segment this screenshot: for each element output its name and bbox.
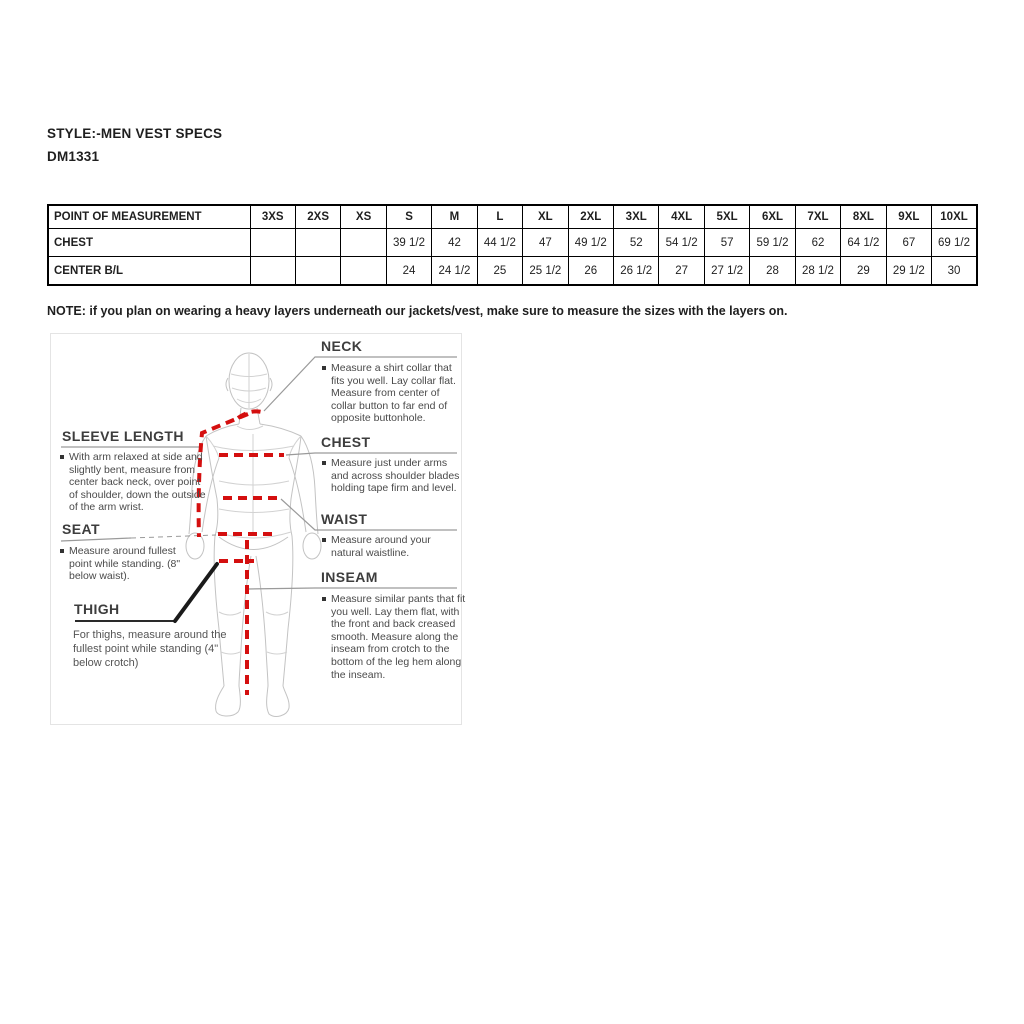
table-cell: 28 1/2	[795, 257, 840, 286]
table-cell: 57	[704, 229, 749, 257]
table-cell: 64 1/2	[841, 229, 886, 257]
table-cell	[295, 257, 340, 286]
thigh-description: For thighs, measure around the fullest point while standing (4" below crotch)	[73, 629, 227, 669]
table-cell	[295, 229, 340, 257]
column-header: 4XL	[659, 205, 704, 229]
bullet-marker	[322, 366, 326, 370]
column-header: 3XS	[250, 205, 295, 229]
bullet-marker	[322, 538, 326, 542]
neck-description: Measure a shirt collar that fits you well. Lay collar flat. Measure from center of collar button to far end of opposite buttonhole.	[322, 362, 464, 425]
chest-description: Measure just under arms and across shoulder blades holding tape firm and level.	[322, 457, 464, 495]
table-cell: 42	[432, 229, 477, 257]
row-label: CENTER B/L	[48, 257, 250, 286]
table-cell: 25	[477, 257, 522, 286]
inseam-heading: INSEAM	[321, 569, 378, 585]
bullet-marker	[322, 461, 326, 465]
table-cell: 27 1/2	[704, 257, 749, 286]
column-header: 2XS	[295, 205, 340, 229]
table-cell: 29	[841, 257, 886, 286]
column-header: 5XL	[704, 205, 749, 229]
table-cell: 44 1/2	[477, 229, 522, 257]
waist-heading: WAIST	[321, 511, 368, 527]
column-header: 9XL	[886, 205, 931, 229]
table-row	[48, 229, 977, 257]
thigh-heading: THIGH	[74, 601, 120, 617]
note-text: NOTE: if you plan on wearing a heavy layers underneath our jackets/vest, make sure to measure the sizes with the layers on.	[47, 304, 788, 318]
table-cell: 39 1/2	[386, 229, 431, 257]
neck-heading: NECK	[321, 338, 363, 354]
table-cell: 67	[886, 229, 931, 257]
chest-heading: CHEST	[321, 434, 371, 450]
table-cell: 24	[386, 257, 431, 286]
table-cell: 26 1/2	[614, 257, 659, 286]
table-cell: 69 1/2	[932, 229, 977, 257]
table-cell	[341, 257, 386, 286]
table-cell: 25 1/2	[523, 257, 568, 286]
column-header: POINT OF MEASUREMENT	[48, 205, 250, 229]
seat-heading: SEAT	[62, 521, 100, 537]
column-header: S	[386, 205, 431, 229]
row-label: CHEST	[48, 229, 250, 257]
size-table	[47, 204, 978, 286]
inseam-leader-line	[248, 588, 457, 589]
column-header: 3XL	[614, 205, 659, 229]
bullet-marker	[60, 549, 64, 553]
measurement-diagram	[50, 333, 466, 725]
table-cell	[250, 229, 295, 257]
table-cell: 47	[523, 229, 568, 257]
table-cell: 49 1/2	[568, 229, 613, 257]
sleeve-length-heading: SLEEVE LENGTH	[62, 428, 184, 444]
table-header-row	[48, 205, 977, 229]
waist-description: Measure around your natural waistline.	[322, 534, 450, 559]
column-header: XL	[523, 205, 568, 229]
table-cell: 52	[614, 229, 659, 257]
table-cell	[250, 257, 295, 286]
seat-underline	[61, 538, 131, 541]
chest-leader-line	[286, 453, 457, 455]
inseam-description: Measure similar pants that fit you well. Lay them flat, with the front and back creased smooth. Measure along the inseam from crotch to the bottom of the leg hem along the inseam.	[322, 593, 466, 681]
table-cell: 28	[750, 257, 795, 286]
column-header: 10XL	[932, 205, 977, 229]
table-cell: 59 1/2	[750, 229, 795, 257]
table-cell: 30	[932, 257, 977, 286]
table-cell: 27	[659, 257, 704, 286]
column-header: 7XL	[795, 205, 840, 229]
bullet-marker	[60, 455, 64, 459]
column-header: M	[432, 205, 477, 229]
table-row	[48, 257, 977, 286]
column-header: XS	[341, 205, 386, 229]
column-header: 2XL	[568, 205, 613, 229]
table-cell	[341, 229, 386, 257]
table-cell: 54 1/2	[659, 229, 704, 257]
table-cell: 26	[568, 257, 613, 286]
column-header: L	[477, 205, 522, 229]
waist-leader-line	[281, 499, 457, 530]
sleeve-length-description: With arm relaxed at side and slightly bent, measure from center back neck, over point of shoulder, down the outside of the arm wrist.	[60, 451, 210, 514]
table-cell: 62	[795, 229, 840, 257]
bullet-marker	[322, 597, 326, 601]
column-header: 6XL	[750, 205, 795, 229]
table-cell: 29 1/2	[886, 257, 931, 286]
style-code: DM1331	[47, 149, 100, 164]
table-cell: 24 1/2	[432, 257, 477, 286]
seat-leader-line	[131, 535, 216, 538]
column-header: 8XL	[841, 205, 886, 229]
page-title: STYLE:-MEN VEST SPECS	[47, 126, 223, 141]
seat-description: Measure around fullest point while standing. (8" below waist).	[60, 545, 188, 583]
